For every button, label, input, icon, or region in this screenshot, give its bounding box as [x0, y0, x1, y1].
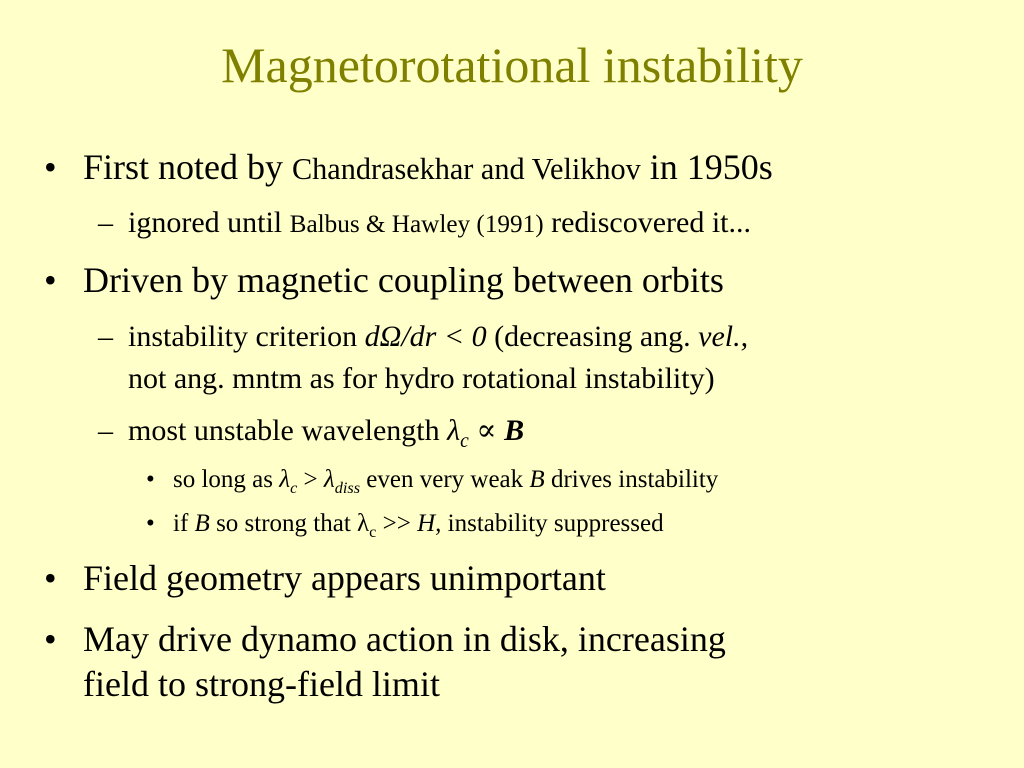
bullet-marker: • [44, 147, 57, 187]
subbullet-text: ignored until [128, 206, 290, 239]
bullet-dynamo-action: May drive dynamo action in disk, increasing [83, 619, 726, 659]
subsubbullet-so-long-as [173, 465, 718, 495]
subsubbullet-text: so long as [173, 466, 280, 493]
subsubbullet-text: if [173, 510, 195, 537]
dash-marker: – [98, 320, 113, 353]
field-symbol: B [194, 510, 210, 537]
much-greater-symbol: >> [376, 510, 418, 537]
bullet-marker: • [44, 260, 57, 300]
lambda-subscript: c [460, 431, 469, 452]
lambda-subscript: diss [334, 479, 361, 497]
lambda-symbol: λ [447, 414, 461, 447]
subbullet-text: (decreasing ang. [486, 320, 699, 353]
discoverer-names: Chandrasekhar and Velikhov [292, 152, 641, 186]
dash-marker: – [98, 206, 113, 239]
bullet-marker: • [44, 558, 57, 598]
bullet-marker: • [44, 619, 57, 659]
subsubbullet-text: instability suppressed [441, 510, 664, 537]
criterion-math: dΩ/dr < 0 [364, 320, 487, 353]
subbullet-instability-criterion [128, 319, 748, 355]
subbullet-unstable-wavelength [128, 413, 525, 452]
velocity-abbrev: vel., [698, 320, 749, 353]
greater-than-symbol: > [297, 466, 324, 493]
bullet-field-geometry: Field geometry appears unimportant [83, 558, 606, 598]
dash-marker: – [98, 414, 113, 447]
subbullet-text: rediscovered it... [543, 206, 752, 239]
bullet-text: First noted by [83, 147, 293, 187]
subbullet-text: instability criterion [128, 320, 365, 353]
subsubbullet-text: so strong that [209, 510, 358, 537]
bullet-text: in 1950s [640, 147, 773, 187]
subsubbullet-if-b-strong [173, 509, 664, 539]
lambda-symbol: λ [323, 466, 335, 493]
bullet-marker: • [146, 510, 155, 537]
subbullet-ignored-until [128, 205, 751, 243]
field-symbol: B [529, 466, 545, 493]
reference-citation: Balbus & Hawley (1991) [289, 211, 544, 238]
subbullet-criterion-continued: not ang. mntm as for hydro rotational instability) [128, 362, 715, 395]
slide-title: Magnetorotational instability [221, 37, 803, 93]
bullet-first-noted [83, 146, 773, 190]
proportional-symbol: ∝ [468, 414, 505, 447]
lambda-subscript: c [369, 523, 377, 541]
lambda-symbol: λ [279, 466, 291, 493]
lambda-symbol: λ [357, 510, 370, 537]
subbullet-text: most unstable wavelength [128, 414, 448, 447]
field-symbol: B [504, 414, 525, 447]
scale-height-symbol: H, [417, 510, 442, 537]
lambda-subscript: c [290, 479, 298, 497]
subsubbullet-text: drives instability [544, 466, 719, 493]
bullet-marker: • [146, 466, 155, 493]
bullet-dynamo-continued: field to strong-field limit [83, 664, 440, 704]
subsubbullet-text: even very weak [360, 466, 530, 493]
bullet-driven-by: Driven by magnetic coupling between orbits [83, 260, 724, 300]
